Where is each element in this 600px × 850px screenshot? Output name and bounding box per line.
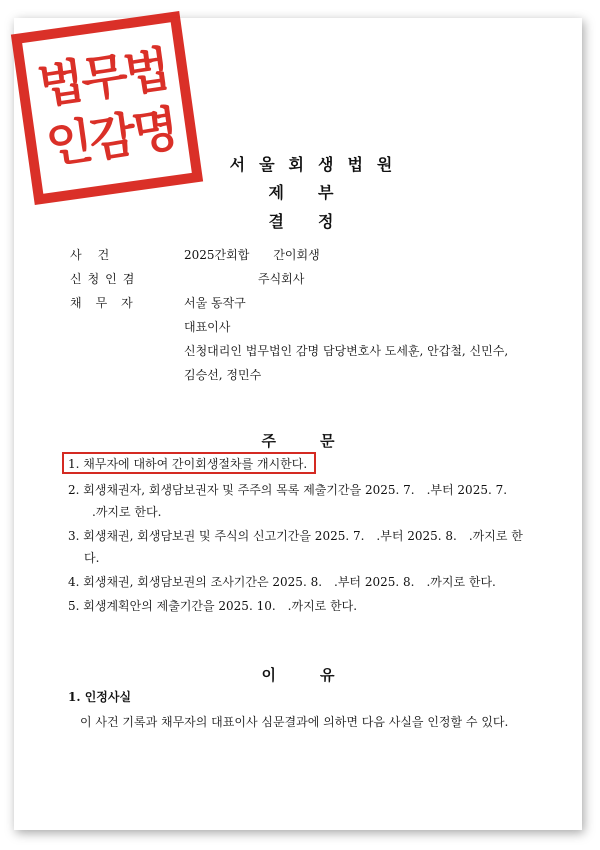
order-item-2: 2. 회생채권자, 회생담보권자 및 주주의 목록 제출기간을 2025. 7. .부터 2025. 7. xyxy=(68,483,508,497)
stamp-line-1: 법무법 xyxy=(34,41,172,116)
order-item-4: 4. 회생채권, 회생담보권의 조사기간은 2025. 8. .부터 2025. 8. .까지로 한다. xyxy=(68,575,496,589)
reason-sub-1: 1. 인정사실 xyxy=(68,690,132,704)
order-item-1: 1. 채무자에 대하여 간이회생절차를 개시한다. xyxy=(68,457,308,471)
order-item-3-cont: 다. xyxy=(84,551,100,565)
reasons-heading: 이유 xyxy=(261,666,379,684)
agent-line-1: 신청대리인 법무법인 감명 담당변호사 도세훈, 안갑철, 신민수, xyxy=(184,344,509,358)
reason-paragraph-1: 이 사건 기록과 채무자의 대표이사 심문결과에 의하면 다음 사실을 인정할 수 있다. xyxy=(80,715,509,729)
order-item-5: 5. 회생계획안의 제출기간을 2025. 10. .까지로 한다. xyxy=(68,599,358,613)
division-name: 제부 xyxy=(268,183,368,202)
case-value: 2025간회합 간이회생 xyxy=(184,248,320,262)
document-title: 결정 xyxy=(268,212,368,231)
debtor-address: 서울 동작구 xyxy=(184,296,246,310)
order-heading: 주문 xyxy=(261,432,379,450)
seal-stamp xyxy=(11,11,203,205)
stamp-line-2: 인감명 xyxy=(42,100,180,175)
agent-line-2: 김승선, 정민수 xyxy=(184,368,262,382)
order-item-3: 3. 회생채권, 회생담보권 및 주식의 신고기간을 2025. 7. .부터 2025. 8. .까지로 한 xyxy=(68,529,523,543)
debtor-label: 채무자 xyxy=(70,296,147,310)
court-name: 서울회생법원 xyxy=(229,155,407,174)
applicant-label: 신청인겸 xyxy=(70,272,141,286)
debtor-representative: 대표이사 xyxy=(184,320,231,334)
applicant-value: 주식회사 xyxy=(258,272,305,286)
case-label: 사건 xyxy=(70,248,126,262)
order-item-2-cont: .까지로 한다. xyxy=(80,505,162,519)
